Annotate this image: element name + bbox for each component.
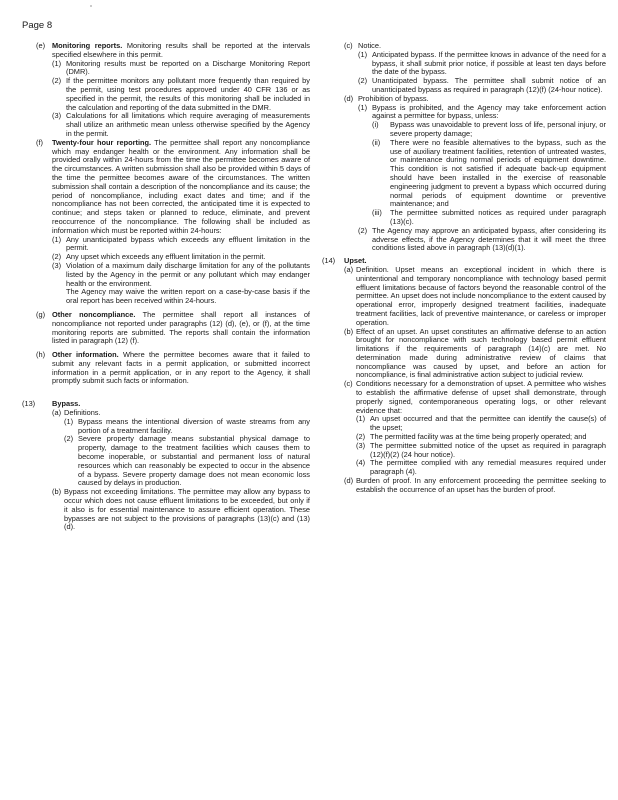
subsection-number: (a) xyxy=(52,408,62,418)
list-item xyxy=(64,435,310,488)
section-number: (g) xyxy=(36,309,46,319)
page-number: Page 8 xyxy=(22,20,53,31)
item-number: (1) xyxy=(52,234,62,244)
sub-item-number: (ii) xyxy=(372,137,381,147)
list-item xyxy=(52,262,310,288)
item-body xyxy=(372,104,606,227)
list-item xyxy=(356,415,606,433)
list-item xyxy=(358,51,606,77)
item-text: Calculations for all limitations which require averaging of measurements shall utilize an arithmetic mean unless otherwise specified by the Agency in the permit. xyxy=(66,111,310,138)
section-title: Other noncompliance. xyxy=(52,309,136,319)
item-number: (1) xyxy=(358,49,368,59)
section-body xyxy=(52,351,310,386)
item-number: (2) xyxy=(358,76,368,86)
section-12f xyxy=(22,139,310,306)
section-12h xyxy=(22,351,310,386)
section-number: (14) xyxy=(322,256,336,266)
section-title: Other information. xyxy=(52,350,119,360)
section-body xyxy=(358,42,606,95)
item-text: The permittee submitted notice of the upset as required in paragraph (12)(f)(2) (24 hour notice). xyxy=(370,440,606,459)
item-number: (4) xyxy=(356,458,366,468)
subsection-body xyxy=(356,380,606,477)
section-body xyxy=(52,42,310,139)
section-12e xyxy=(22,42,310,139)
section-13c-notice xyxy=(322,42,606,95)
sub-item xyxy=(372,121,606,139)
sub-item-number: (iii) xyxy=(372,208,382,218)
section-title: Bypass. xyxy=(52,399,81,409)
subsection-number: (b) xyxy=(344,326,354,336)
section-number: (d) xyxy=(344,93,354,103)
list-item xyxy=(356,459,606,477)
item-text: The permittee complied with any remedial measures required under paragraph (4). xyxy=(370,458,606,477)
section-number: (f) xyxy=(36,137,43,147)
waiver-note: The Agency may waive the written report on a case-by-case basis if the oral report has been received within 24-hours. xyxy=(66,287,310,306)
item-text: The permitted facility was at the time being properly operated; and xyxy=(370,432,587,442)
section-body xyxy=(52,400,310,532)
item-text: Any upset which exceeds any effluent limitation in the permit. xyxy=(66,252,266,262)
section-label: Prohibition of bypass. xyxy=(358,93,429,103)
subsection-text: Definition. Upset means an exceptional incident in which there is unintentional and temporary noncompliance with technology based permit effluent limitations because of factors beyond the reasonable control of the permittee. An upset does not include noncompliance to the extent caused by operational error, improperly designed treatment facilities, inadequate treatment facilities, lack of preventive maintenance, or careless or improper operation. xyxy=(356,264,606,327)
list-item xyxy=(52,77,310,112)
item-number: (2) xyxy=(64,434,74,444)
item-number: (3) xyxy=(52,111,62,121)
section-title: Upset. xyxy=(344,256,367,266)
item-number: (1) xyxy=(356,414,366,424)
section-12g xyxy=(22,311,310,346)
subsection-text: Bypass not exceeding limitations. The permittee may allow any bypass to occur which does not cause effluent limitations to be exceeded, but only if it also is for essential maintenance to assure efficient operation. These bypasses are not subject to the provisions of paragraphs (13)(c) and (13)(d). xyxy=(64,487,310,532)
item-number: (1) xyxy=(52,58,62,68)
section-number: (h) xyxy=(36,350,46,360)
subsection-number: (b) xyxy=(52,487,62,497)
item-text: Anticipated bypass. If the permittee knows in advance of the need for a bypass, it shall submit prior notice, if possible at least ten days before the date of the bypass. xyxy=(372,49,606,77)
item-text: Unanticipated bypass. The permittee shall submit notice of an unanticipated bypass as required in paragraph (12)(f) (24-hour notice). xyxy=(372,76,606,94)
section-body xyxy=(52,311,310,346)
subsection-definition xyxy=(344,266,606,328)
right-column xyxy=(322,42,606,495)
left-column xyxy=(22,42,310,532)
item-number: (1) xyxy=(64,416,74,426)
sub-item xyxy=(372,209,606,227)
subsection-burden-of-proof xyxy=(344,477,606,495)
section-body xyxy=(344,257,606,495)
section-13d-prohibition xyxy=(322,95,606,253)
list-item xyxy=(358,104,606,227)
item-text: If the permittee monitors any pollutant more frequently than required by the permit, using test procedures approved under 40 CFR 136 or as specified in the permit, the results of this monitoring shall be included in the calculation and reporting of the data submitted in the DMR. xyxy=(66,76,310,112)
subsection-conditions xyxy=(344,380,606,477)
section-label: Notice. xyxy=(358,41,382,50)
subsection-number: (a) xyxy=(344,264,354,274)
list-item xyxy=(52,236,310,254)
item-number: (3) xyxy=(356,440,366,450)
sub-item-text: There were no feasible alternatives to the bypass, such as the use of auxiliary treatment facilities, retention of untreated wastes, or maintenance during normal periods of equipment downtime. This condition is not satisfied if adequate back-up equipment should have been installed in the exercise of reasonable engineering judgment to prevent a bypass which occurred during normal periods of equipment downtime or preventive maintenance; and xyxy=(390,137,606,209)
section-number: (e) xyxy=(36,41,46,50)
subsection-bypass-not-exceeding xyxy=(52,488,310,532)
section-text: Where the permittee becomes aware that it failed to submit any relevant facts in a permit application, or submitted incorrect information in a permit application, or in any report to the Agency, it shall promptly submit such facts or information. xyxy=(52,350,310,386)
subsection-text: Burden of proof. In any enforcement proceeding the permittee seeking to establish the occurrence of an upset has the burden of proof. xyxy=(356,476,606,494)
item-text: The Agency may approve an anticipated bypass, after considering its adverse effects, if the Agency determines that it will meet the three conditions listed above in paragraph (13)(d)(1). xyxy=(372,225,606,253)
section-intro: Monitoring results shall be reported at the intervals specified elsewhere in this permit. xyxy=(52,41,310,59)
subsection-text: Conditions necessary for a demonstration of upset. A permittee who wishes to establish the affirmative defense of upset shall demonstrate, through properly signed, contemporaneous operating logs, or other relevant evidence that: xyxy=(356,379,606,415)
section-title: Twenty-four hour reporting. xyxy=(52,137,152,147)
list-item xyxy=(358,227,606,253)
item-number: (2) xyxy=(52,252,62,262)
subsection-definitions xyxy=(52,409,310,488)
item-text: Monitoring results must be reported on a Discharge Monitoring Report (DMR). xyxy=(66,58,310,77)
item-text: Any unanticipated bypass which exceeds any effluent limitation in the permit. xyxy=(66,234,310,253)
sub-item xyxy=(372,139,606,209)
section-13-bypass xyxy=(22,400,310,532)
subsection-effect xyxy=(344,328,606,381)
scan-speck xyxy=(90,5,92,7)
item-number: (2) xyxy=(52,76,62,86)
sub-item-number: (i) xyxy=(372,120,379,130)
sub-item-text: The permittee submitted notices as required under paragraph (13)(c). xyxy=(390,208,606,226)
subsection-label: Definitions. xyxy=(64,408,101,418)
item-text: Bypass means the intentional diversion of waste streams from any portion of a treatment facility. xyxy=(78,416,310,435)
item-text: Bypass is prohibited, and the Agency may take enforcement action against a permittee for bypass, unless: xyxy=(372,102,606,121)
list-item xyxy=(356,442,606,460)
subsection-body xyxy=(64,409,310,488)
section-14-upset xyxy=(322,257,606,495)
item-number: (2) xyxy=(356,432,366,442)
section-body xyxy=(52,139,310,306)
item-number: (1) xyxy=(358,102,368,112)
item-number: (2) xyxy=(358,225,368,235)
list-item xyxy=(64,418,310,436)
item-text: An upset occurred and that the permittee can identify the cause(s) of the upset; xyxy=(370,414,606,433)
section-title: Monitoring reports. xyxy=(52,41,123,50)
list-item xyxy=(358,77,606,95)
section-number: (c) xyxy=(344,41,353,50)
section-number: (13) xyxy=(22,399,36,409)
list-item xyxy=(52,60,310,78)
sub-item-text: Bypass was unavoidable to prevent loss of life, personal injury, or severe property damage; xyxy=(390,120,606,138)
subsection-text: Effect of an upset. An upset constitutes an affirmative defense to an action brought for noncompliance with such technology based permit effluent limitations if the requirements of paragraph (14)(c) are met. No determination made during administrative review of claims that noncompliance was caused by upset, and before an action for noncompliance, is final administrative action subject to judicial review. xyxy=(356,326,606,380)
item-text: Severe property damage means substantial physical damage to property, damage to the treatment facilities which causes them to become inoperable, or substantial and permanent loss of natural resources which can reasonably be expected to occur in the absence of a bypass. Severe property damage does not mean economic loss caused by delays in production. xyxy=(78,434,310,488)
subsection-number: (c) xyxy=(344,379,353,389)
section-body xyxy=(358,95,606,253)
list-item xyxy=(52,112,310,138)
item-number: (3) xyxy=(52,260,62,270)
item-text: Violation of a maximum daily discharge limitation for any of the pollutants listed by the Agency in the permit or any pollutant which may endanger health or the environment. xyxy=(66,260,310,288)
section-intro: The permittee shall report any noncompliance which may endanger health or the environment. Any information shall be provided orally within 24-hours from the time the permittee becomes aware of the circumstances. A written submission shall also be provided within 5 days of the time the permittee becomes aware of the circumstances. The written submission shall contain a description of the noncompliance and its cause; the period of noncompliance, including exact dates and time; and if the noncompliance has not been corrected, the anticipated time it is expected to continue; and steps taken or planned to reduce, eliminate, and prevent reoccurrence of the noncompliance. The following shall be included as information which must be reported within 24-hours: xyxy=(52,137,310,235)
subsection-number: (d) xyxy=(344,476,354,486)
section-text: The permittee shall report all instances of noncompliance not reported under paragraphs (12) (d), (e), or (f), at the time monitoring reports are submitted. The reports shall contain the information listed in paragraph (12) (f). xyxy=(52,309,310,346)
